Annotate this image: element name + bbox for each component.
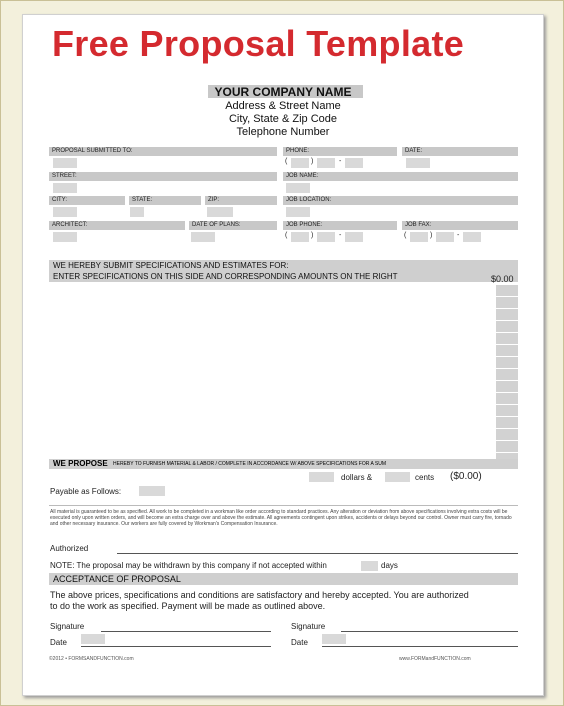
street-label: STREET: bbox=[49, 172, 277, 181]
job-phone-label: JOB PHONE: bbox=[283, 221, 397, 230]
date-field-right[interactable] bbox=[322, 634, 346, 644]
cents-field[interactable] bbox=[385, 472, 410, 482]
dollars-label: dollars & bbox=[341, 473, 373, 482]
signature-line-left[interactable] bbox=[101, 631, 271, 632]
job-fax-label: JOB FAX: bbox=[402, 221, 518, 230]
job-fax-number-field[interactable] bbox=[463, 232, 481, 242]
cents-label: cents bbox=[415, 473, 435, 482]
job-phone-prefix-field[interactable] bbox=[317, 232, 335, 242]
job-fax-paren-close: ) bbox=[430, 232, 433, 239]
propose-text: HEREBY TO FURNISH MATERIAL & LABOR / COMPLETE IN ACCORDANCE W/ ABOVE SPECIFICATIONS FOR A SUM bbox=[113, 461, 387, 467]
job-location-label: JOB LOCATION: bbox=[283, 196, 518, 205]
company-city-line: City, State & Zip Code bbox=[228, 113, 337, 125]
propose-lead: WE PROPOSE bbox=[53, 459, 108, 468]
company-phone-line: Telephone Number bbox=[236, 126, 330, 138]
phone-label: PHONE: bbox=[283, 147, 397, 156]
zip-field[interactable] bbox=[207, 207, 233, 217]
state-label: STATE: bbox=[129, 196, 201, 205]
note-days-label: days bbox=[381, 561, 398, 570]
state-field[interactable] bbox=[130, 207, 144, 217]
zip-label: ZIP: bbox=[205, 196, 277, 205]
phone-paren-close: ) bbox=[311, 158, 314, 165]
authorized-label: Authorized bbox=[50, 544, 89, 553]
date-field[interactable] bbox=[406, 158, 430, 168]
job-name-label: JOB NAME: bbox=[283, 172, 518, 181]
architect-field[interactable] bbox=[53, 232, 77, 242]
job-phone-paren-close: ) bbox=[311, 232, 314, 239]
signature-label-left: Signature bbox=[50, 622, 85, 631]
payable-label: Payable as Follows: bbox=[50, 487, 122, 496]
specifications-header: WE HEREBY SUBMIT SPECIFICATIONS AND ESTIMATES FOR: bbox=[49, 260, 518, 271]
job-name-field[interactable] bbox=[286, 183, 310, 193]
date-of-plans-field[interactable] bbox=[191, 232, 215, 242]
authorized-signature-line[interactable] bbox=[117, 553, 518, 554]
proposal-amount: ($0.00) bbox=[450, 471, 482, 482]
phone-area-field[interactable] bbox=[291, 158, 309, 168]
job-phone-area-field[interactable] bbox=[291, 232, 309, 242]
proposal-document bbox=[22, 14, 544, 696]
specifications-instruction: ENTER SPECIFICATIONS ON THIS SIDE AND CORRESPONDING AMOUNTS ON THE RIGHT bbox=[49, 271, 518, 282]
job-phone-dash: - bbox=[339, 232, 342, 239]
job-phone-paren-open: ( bbox=[285, 232, 288, 239]
city-field[interactable] bbox=[53, 207, 77, 217]
propose-bar bbox=[49, 459, 518, 469]
street-field[interactable] bbox=[53, 183, 77, 193]
guarantee-text: All material is guaranteed to be as specified. All work to be completed in a workman like order according to standard practices. Any alteration or deviation from above specifications involving extra costs will be executed only upon written orders, and will become an extra charge over and above the estimate. All agreements contingent upon strikes, accidents or delays beyond our control. Owner must carry fire, tornado and other necessary insurance. Our workers are fully covered by Workman's Compensation Insurance. bbox=[50, 509, 512, 527]
job-location-field[interactable] bbox=[286, 207, 310, 217]
signature-label-right: Signature bbox=[291, 622, 326, 631]
date-of-plans-label: DATE OF PLANS: bbox=[189, 221, 277, 230]
footer-website[interactable]: www.FORMandFUNCTION.com bbox=[399, 656, 471, 662]
acceptance-text-line2: to do the work as specified. Payment will be made as outlined above. bbox=[50, 601, 326, 611]
date-label-left: Date bbox=[50, 638, 67, 647]
signature-line-right[interactable] bbox=[341, 631, 518, 632]
company-name: YOUR COMPANY NAME bbox=[214, 85, 352, 99]
job-fax-paren-open: ( bbox=[404, 232, 407, 239]
divider bbox=[49, 505, 518, 506]
date-label: DATE: bbox=[402, 147, 518, 156]
date-label-right: Date bbox=[291, 638, 308, 647]
job-fax-dash: - bbox=[457, 232, 460, 239]
note-text: NOTE: The proposal may be withdrawn by this company if not accepted within bbox=[50, 561, 327, 570]
job-fax-prefix-field[interactable] bbox=[436, 232, 454, 242]
amount-column[interactable] bbox=[496, 285, 518, 459]
note-days-field[interactable] bbox=[361, 561, 378, 571]
city-label: CITY: bbox=[49, 196, 125, 205]
footer-copyright: ©2012 • FORMSANDFUNCTION.com bbox=[49, 656, 134, 662]
job-fax-area-field[interactable] bbox=[410, 232, 428, 242]
submitted-to-label: PROPOSAL SUBMITTED TO: bbox=[49, 147, 277, 156]
date-line-left bbox=[81, 646, 271, 647]
architect-label: ARCHITECT: bbox=[49, 221, 185, 230]
payable-field[interactable] bbox=[139, 486, 165, 496]
acceptance-header: ACCEPTANCE OF PROPOSAL bbox=[49, 573, 518, 585]
company-address-line: Address & Street Name bbox=[225, 100, 341, 112]
date-field-left[interactable] bbox=[81, 634, 105, 644]
date-line-right bbox=[322, 646, 518, 647]
phone-paren-open: ( bbox=[285, 158, 288, 165]
page-title: Free Proposal Template bbox=[52, 23, 465, 64]
phone-number-field[interactable] bbox=[345, 158, 363, 168]
phone-prefix-field[interactable] bbox=[317, 158, 335, 168]
job-phone-number-field[interactable] bbox=[345, 232, 363, 242]
phone-dash: - bbox=[339, 158, 342, 165]
specifications-total: $0.00 bbox=[491, 274, 514, 284]
dollars-field[interactable] bbox=[309, 472, 334, 482]
acceptance-text-line1: The above prices, specifications and conditions are satisfactory and hereby accepted. You are authorized bbox=[50, 590, 469, 600]
submitted-to-field[interactable] bbox=[53, 158, 77, 168]
